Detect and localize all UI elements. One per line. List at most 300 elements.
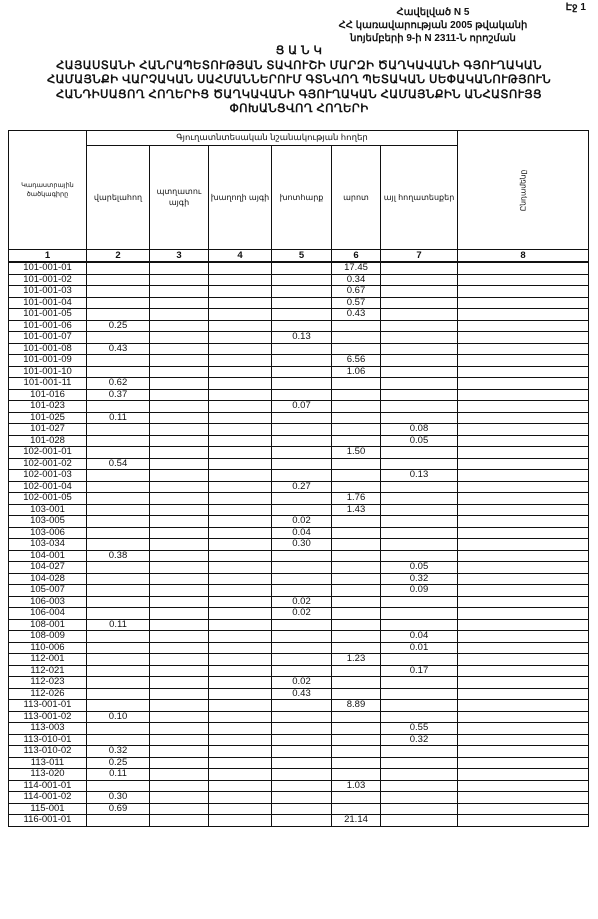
area-cell: 1.50 — [332, 447, 381, 459]
cadastral-code-cell: 112-026 — [9, 688, 87, 700]
area-cell — [332, 585, 381, 597]
area-cell — [272, 274, 332, 286]
table-row — [9, 631, 589, 643]
area-cell — [150, 757, 209, 769]
area-cell — [87, 631, 150, 643]
area-cell: 6.56 — [332, 355, 381, 367]
cadastral-code-cell: 101-023 — [9, 401, 87, 413]
area-cell — [209, 355, 272, 367]
area-cell — [458, 527, 589, 539]
area-cell — [332, 631, 381, 643]
column-number: 5 — [272, 250, 332, 263]
area-cell — [458, 677, 589, 689]
column-number: 6 — [332, 250, 381, 263]
area-cell: 1.23 — [332, 654, 381, 666]
area-cell — [272, 711, 332, 723]
table-row — [9, 332, 589, 344]
area-cell — [209, 723, 272, 735]
area-cell — [458, 815, 589, 827]
area-cell — [458, 562, 589, 574]
area-cell: 1.03 — [332, 780, 381, 792]
area-cell — [458, 470, 589, 482]
area-cell — [381, 274, 458, 286]
table-row — [9, 780, 589, 792]
area-cell — [332, 619, 381, 631]
area-cell — [209, 481, 272, 493]
table-row — [9, 619, 589, 631]
area-cell — [150, 481, 209, 493]
area-cell — [87, 562, 150, 574]
area-cell — [209, 527, 272, 539]
area-cell — [272, 654, 332, 666]
table-row — [9, 297, 589, 309]
cadastral-code-cell: 108-001 — [9, 619, 87, 631]
area-cell — [150, 780, 209, 792]
area-cell — [209, 332, 272, 344]
area-cell — [209, 309, 272, 321]
title-line: ՀԱՄԱՅՆՔԻ ՎԱՐՉԱԿԱՆ ՍԱՀՄԱՆՆԵՐՈՒՄ ԳՏՆՎՈՂ ՊԵՏԱԿԱՆ ՍԵՓԱԿԱՆՈՒԹՅՈՒՆ — [46, 74, 552, 86]
area-cell — [381, 504, 458, 516]
cadastral-code-cell: 101-025 — [9, 412, 87, 424]
area-cell — [381, 700, 458, 712]
area-cell — [209, 803, 272, 815]
area-cell: 0.01 — [381, 642, 458, 654]
area-cell — [458, 320, 589, 332]
area-cell — [458, 608, 589, 620]
cadastral-code-cell: 101-001-03 — [9, 286, 87, 298]
table-row — [9, 562, 589, 574]
area-cell: 0.27 — [272, 481, 332, 493]
table-row — [9, 654, 589, 666]
table-row — [9, 435, 589, 447]
cadastral-code-cell: 101-001-05 — [9, 309, 87, 321]
area-cell — [458, 746, 589, 758]
table-row — [9, 343, 589, 355]
area-cell — [150, 792, 209, 804]
area-cell — [458, 389, 589, 401]
table-row — [9, 769, 589, 781]
area-cell — [209, 447, 272, 459]
area-cell — [332, 389, 381, 401]
area-cell — [458, 355, 589, 367]
area-cell: 0.02 — [272, 608, 332, 620]
area-cell — [87, 688, 150, 700]
table-row — [9, 274, 589, 286]
cadastral-code-cell: 103-034 — [9, 539, 87, 551]
cadastral-code-cell: 101-001-09 — [9, 355, 87, 367]
area-cell — [332, 757, 381, 769]
column-number: 7 — [381, 250, 458, 263]
area-cell — [381, 550, 458, 562]
area-cell — [150, 562, 209, 574]
area-cell — [458, 343, 589, 355]
area-cell — [87, 642, 150, 654]
area-cell — [209, 780, 272, 792]
area-cell — [150, 297, 209, 309]
cadastral-code-cell: 101-001-02 — [9, 274, 87, 286]
area-cell: 0.69 — [87, 803, 150, 815]
title-line: ՓՈԽԱՆՑՎՈՂ ՀՈՂԵՐԻ — [229, 103, 369, 115]
area-cell — [150, 688, 209, 700]
area-cell — [272, 803, 332, 815]
area-cell — [87, 286, 150, 298]
table-row — [9, 803, 589, 815]
area-cell — [272, 458, 332, 470]
area-cell — [381, 711, 458, 723]
area-cell: 0.17 — [381, 665, 458, 677]
area-cell: 0.05 — [381, 562, 458, 574]
area-cell — [381, 412, 458, 424]
area-cell — [150, 447, 209, 459]
area-cell — [87, 504, 150, 516]
area-cell — [332, 608, 381, 620]
area-cell — [87, 723, 150, 735]
area-cell — [209, 424, 272, 436]
area-cell: 1.43 — [332, 504, 381, 516]
area-cell — [332, 424, 381, 436]
table-row — [9, 458, 589, 470]
table-body — [9, 262, 589, 826]
table-row — [9, 688, 589, 700]
area-cell: 0.13 — [381, 470, 458, 482]
table-row — [9, 378, 589, 390]
area-cell — [272, 757, 332, 769]
area-cell: 0.30 — [87, 792, 150, 804]
area-cell — [209, 516, 272, 528]
area-cell — [381, 401, 458, 413]
table-row — [9, 757, 589, 769]
title-line: ՀԱՅԱՍՏԱՆԻ ՀԱՆՐԱՊԵՏՈՒԹՅԱՆ ՏԱՎՈՒՇԻ ՄԱՐԶԻ ԾԱՂԿԱՎԱՆԻ ԳՅՈՒՂԱԿԱՆ — [56, 59, 542, 72]
area-cell — [332, 677, 381, 689]
area-cell — [209, 343, 272, 355]
table-row — [9, 424, 589, 436]
total-header — [458, 131, 589, 250]
column-number: 2 — [87, 250, 150, 263]
area-cell — [87, 608, 150, 620]
area-cell — [458, 780, 589, 792]
area-cell — [381, 527, 458, 539]
area-cell: 0.54 — [87, 458, 150, 470]
area-cell — [87, 262, 150, 274]
area-cell — [209, 815, 272, 827]
area-cell — [209, 619, 272, 631]
area-cell — [458, 332, 589, 344]
area-cell: 0.05 — [381, 435, 458, 447]
area-cell — [87, 493, 150, 505]
area-cell — [458, 309, 589, 321]
cadastral-code-cell: 113-010-02 — [9, 746, 87, 758]
table-row — [9, 481, 589, 493]
area-cell — [150, 435, 209, 447]
cadastral-code-cell: 113-020 — [9, 769, 87, 781]
area-cell — [272, 746, 332, 758]
area-cell — [458, 642, 589, 654]
area-cell — [209, 262, 272, 274]
area-cell — [209, 470, 272, 482]
area-cell — [272, 297, 332, 309]
table-row — [9, 608, 589, 620]
area-cell — [87, 401, 150, 413]
table-row — [9, 792, 589, 804]
area-cell: 0.08 — [381, 424, 458, 436]
table-row — [9, 734, 589, 746]
area-cell — [381, 769, 458, 781]
area-cell: 0.04 — [272, 527, 332, 539]
cadastral-code-cell: 104-001 — [9, 550, 87, 562]
cadastral-code-cell: 101-001-06 — [9, 320, 87, 332]
area-cell — [458, 711, 589, 723]
cadastral-code-cell: 101-001-07 — [9, 332, 87, 344]
area-cell — [381, 458, 458, 470]
area-cell: 17.45 — [332, 262, 381, 274]
cadastral-code-cell: 102-001-05 — [9, 493, 87, 505]
area-cell — [150, 734, 209, 746]
area-cell — [381, 389, 458, 401]
cadastral-code-cell: 106-003 — [9, 596, 87, 608]
table-row — [9, 262, 589, 274]
cadastral-code-cell: 101-001-10 — [9, 366, 87, 378]
area-cell — [458, 262, 589, 274]
table-row — [9, 596, 589, 608]
area-cell — [87, 274, 150, 286]
area-cell — [458, 447, 589, 459]
area-cell: 21.14 — [332, 815, 381, 827]
cadastral-code-cell: 114-001-01 — [9, 780, 87, 792]
cadastral-code-cell: 110-006 — [9, 642, 87, 654]
column-number: 8 — [458, 250, 589, 263]
cadastral-code-cell: 103-005 — [9, 516, 87, 528]
area-cell — [150, 458, 209, 470]
cadastral-code-cell: 113-001-01 — [9, 700, 87, 712]
area-cell — [150, 527, 209, 539]
area-cell — [150, 769, 209, 781]
appendix-reference — [308, 6, 558, 45]
cadastral-code-cell: 101-001-08 — [9, 343, 87, 355]
area-cell — [272, 562, 332, 574]
area-cell — [150, 309, 209, 321]
area-cell — [381, 493, 458, 505]
cadastral-code-cell: 104-028 — [9, 573, 87, 585]
area-cell — [150, 286, 209, 298]
cadastral-code-cell: 116-001-01 — [9, 815, 87, 827]
area-cell — [87, 815, 150, 827]
area-cell — [87, 539, 150, 551]
area-cell — [150, 573, 209, 585]
area-cell — [458, 596, 589, 608]
area-cell — [332, 688, 381, 700]
area-cell — [272, 470, 332, 482]
cadastral-code-cell: 108-009 — [9, 631, 87, 643]
area-cell — [332, 343, 381, 355]
area-cell — [209, 608, 272, 620]
area-cell — [458, 654, 589, 666]
area-cell — [381, 780, 458, 792]
area-cell — [381, 297, 458, 309]
area-cell — [458, 424, 589, 436]
area-cell — [87, 573, 150, 585]
table-row — [9, 320, 589, 332]
area-cell — [332, 378, 381, 390]
area-cell — [272, 734, 332, 746]
table-row — [9, 389, 589, 401]
area-cell — [332, 527, 381, 539]
area-cell: 1.06 — [332, 366, 381, 378]
area-cell — [381, 815, 458, 827]
area-cell — [150, 711, 209, 723]
area-cell — [272, 631, 332, 643]
cadastral-code-cell: 105-007 — [9, 585, 87, 597]
land-parcels-table — [8, 130, 589, 827]
cadastral-code-cell: 101-016 — [9, 389, 87, 401]
area-cell — [332, 792, 381, 804]
area-cell — [458, 688, 589, 700]
area-cell — [209, 573, 272, 585]
area-cell — [272, 412, 332, 424]
area-cell — [87, 332, 150, 344]
area-cell — [87, 654, 150, 666]
table-row — [9, 665, 589, 677]
area-cell — [458, 723, 589, 735]
area-cell — [87, 366, 150, 378]
area-cell — [381, 447, 458, 459]
area-cell — [209, 366, 272, 378]
area-cell — [272, 355, 332, 367]
area-cell — [458, 401, 589, 413]
table-row — [9, 412, 589, 424]
area-cell — [272, 780, 332, 792]
cadastral-code-cell: 102-001-04 — [9, 481, 87, 493]
cadastral-code-cell: 103-006 — [9, 527, 87, 539]
area-cell: 0.34 — [332, 274, 381, 286]
cadastral-code-cell: 101-001-04 — [9, 297, 87, 309]
area-cell — [458, 803, 589, 815]
area-cell — [150, 631, 209, 643]
area-cell — [209, 688, 272, 700]
area-cell — [458, 366, 589, 378]
area-cell — [458, 516, 589, 528]
area-cell — [209, 539, 272, 551]
table-row — [9, 470, 589, 482]
area-cell — [381, 320, 458, 332]
column-number: 4 — [209, 250, 272, 263]
area-cell: 0.13 — [272, 332, 332, 344]
area-cell — [150, 378, 209, 390]
area-cell — [332, 550, 381, 562]
area-cell — [458, 493, 589, 505]
area-cell — [458, 274, 589, 286]
area-cell — [381, 481, 458, 493]
area-cell: 0.09 — [381, 585, 458, 597]
area-cell — [332, 458, 381, 470]
area-cell — [272, 424, 332, 436]
cadastral-code-cell: 113-003 — [9, 723, 87, 735]
table-row — [9, 309, 589, 321]
area-cell: 0.32 — [381, 573, 458, 585]
area-cell — [150, 493, 209, 505]
area-cell — [272, 435, 332, 447]
area-cell — [381, 309, 458, 321]
area-cell — [87, 435, 150, 447]
area-cell — [458, 734, 589, 746]
area-cell — [272, 550, 332, 562]
area-cell — [272, 447, 332, 459]
area-cell — [272, 769, 332, 781]
area-cell — [87, 481, 150, 493]
area-cell — [209, 665, 272, 677]
area-cell — [381, 792, 458, 804]
area-cell — [458, 585, 589, 597]
area-cell: 0.55 — [381, 723, 458, 735]
title-line: ՀԱՆԴԻՍԱՑՈՂ ՀՈՂԵՐԻՑ ԾԱՂԿԱՎԱՆԻ ԳՅՈՒՂԱԿԱՆ ՀԱՄԱՅՆՔԻՆ ԱՆՀԱՏՈՒՅՑ — [55, 88, 543, 101]
area-cell: 0.62 — [87, 378, 150, 390]
area-cell — [458, 700, 589, 712]
area-cell: 0.02 — [272, 677, 332, 689]
area-cell — [332, 516, 381, 528]
area-cell — [150, 539, 209, 551]
column-header-hayfield: խոտհարք — [272, 145, 332, 249]
area-cell — [381, 688, 458, 700]
cadastral-code-cell: 112-023 — [9, 677, 87, 689]
area-cell — [150, 803, 209, 815]
area-cell — [272, 619, 332, 631]
area-cell — [332, 596, 381, 608]
area-cell — [458, 573, 589, 585]
table-row — [9, 723, 589, 735]
agricultural-land-group-header: Գյուղատնտեսական նշանակության հողեր — [87, 131, 458, 146]
area-cell — [332, 769, 381, 781]
area-cell — [150, 665, 209, 677]
area-cell — [381, 343, 458, 355]
column-header-vineyard: խաղողի այգի — [209, 145, 272, 249]
table-row — [9, 516, 589, 528]
area-cell: 0.04 — [381, 631, 458, 643]
area-cell: 0.43 — [87, 343, 150, 355]
area-cell — [209, 654, 272, 666]
area-cell — [209, 320, 272, 332]
area-cell: 8.89 — [332, 700, 381, 712]
area-cell — [332, 481, 381, 493]
area-cell — [87, 665, 150, 677]
column-header-orchard: պտղատու այգի — [150, 145, 209, 249]
area-cell — [209, 389, 272, 401]
area-cell: 0.30 — [272, 539, 332, 551]
area-cell — [87, 527, 150, 539]
area-cell — [332, 539, 381, 551]
area-cell: 0.43 — [272, 688, 332, 700]
total-header-label: Ընդամենը — [518, 169, 528, 211]
area-cell — [381, 757, 458, 769]
area-cell — [150, 654, 209, 666]
area-cell: 0.11 — [87, 412, 150, 424]
area-cell — [458, 550, 589, 562]
area-cell — [332, 320, 381, 332]
area-cell — [332, 746, 381, 758]
area-cell — [272, 262, 332, 274]
area-cell — [332, 435, 381, 447]
area-cell — [272, 309, 332, 321]
area-cell: 0.02 — [272, 596, 332, 608]
area-cell — [209, 401, 272, 413]
area-cell — [381, 619, 458, 631]
area-cell — [87, 309, 150, 321]
area-cell — [209, 274, 272, 286]
area-cell: 0.10 — [87, 711, 150, 723]
area-cell — [209, 412, 272, 424]
table-row — [9, 573, 589, 585]
area-cell — [150, 343, 209, 355]
area-cell — [272, 700, 332, 712]
area-cell — [332, 401, 381, 413]
